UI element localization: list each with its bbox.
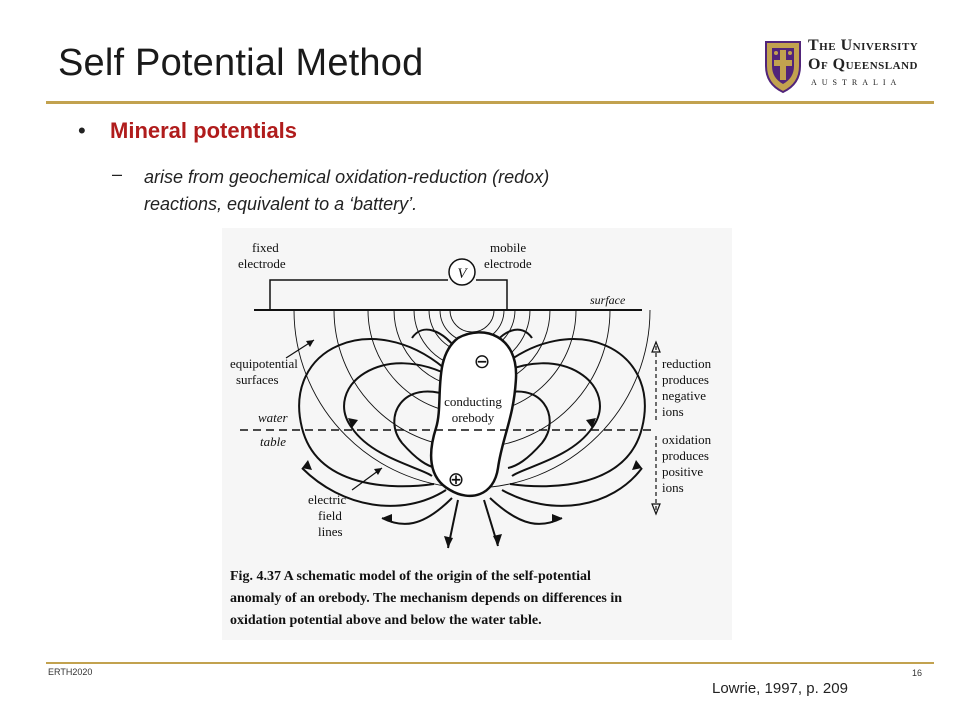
- logo-line-1: The University: [808, 37, 919, 54]
- bullet-marker: •: [78, 118, 86, 143]
- svg-text:produces: produces: [662, 448, 709, 463]
- orebody-label-1: conducting: [444, 394, 502, 409]
- svg-text:oxidation: oxidation: [662, 432, 712, 447]
- label-lines: lines: [318, 524, 343, 539]
- label-field: field: [318, 508, 342, 523]
- label-equipotential: equipotential: [230, 356, 298, 371]
- svg-text:anomaly of an orebody. The mec: anomaly of an orebody. The mechanism depends on differences in: [230, 591, 623, 606]
- label-mobile: mobile: [490, 240, 527, 255]
- svg-text:Fig. 4.37 A schematic model o: Fig. 4.37 A schematic model of the origin of the self-potential: [230, 569, 591, 584]
- logo-line-2: Of Queensland: [808, 56, 918, 73]
- header-rule: [46, 101, 934, 104]
- sub-bullet-text: arise from geochemical oxidation-reduction (redox) reactions, equivalent to a ‘battery’.: [144, 167, 550, 214]
- svg-text:reduction: reduction: [662, 356, 712, 371]
- svg-text:ions: ions: [662, 404, 684, 419]
- course-code: ERTH2020: [48, 667, 93, 677]
- svg-text:positive: positive: [662, 464, 704, 479]
- label-electric: electric: [308, 492, 347, 507]
- footer-rule: [46, 662, 934, 664]
- page-number: 16: [912, 668, 923, 678]
- label-fixed: fixed: [252, 240, 279, 255]
- orebody-minus: ⊖: [473, 351, 491, 373]
- label-table: table: [260, 434, 286, 449]
- self-potential-diagram: [222, 228, 732, 640]
- svg-text:ions: ions: [662, 480, 684, 495]
- svg-text:oxidation potential above and: oxidation potential above and below the water table.: [230, 613, 542, 628]
- voltmeter-label: V: [457, 266, 467, 282]
- citation: Lowrie, 1997, p. 209: [712, 680, 848, 697]
- sub-bullet-marker: –: [112, 164, 123, 184]
- orebody-label-2: orebody: [451, 410, 495, 425]
- logo-line-3: AUSTRALIA: [811, 78, 902, 87]
- university-logo-text: [808, 38, 918, 87]
- svg-text:negative: negative: [662, 388, 707, 403]
- label-surface: surface: [590, 293, 626, 307]
- label-fixed-electrode: electrode: [238, 256, 286, 271]
- orebody-plus: ⊕: [447, 469, 465, 491]
- label-water: water: [258, 410, 288, 425]
- bullet-heading: Mineral potentials: [110, 118, 298, 143]
- slide-title: Self Potential Method: [58, 42, 424, 84]
- label-surfaces: surfaces: [236, 372, 279, 387]
- label-mobile-electrode: electrode: [484, 256, 532, 271]
- svg-text:produces: produces: [662, 372, 709, 387]
